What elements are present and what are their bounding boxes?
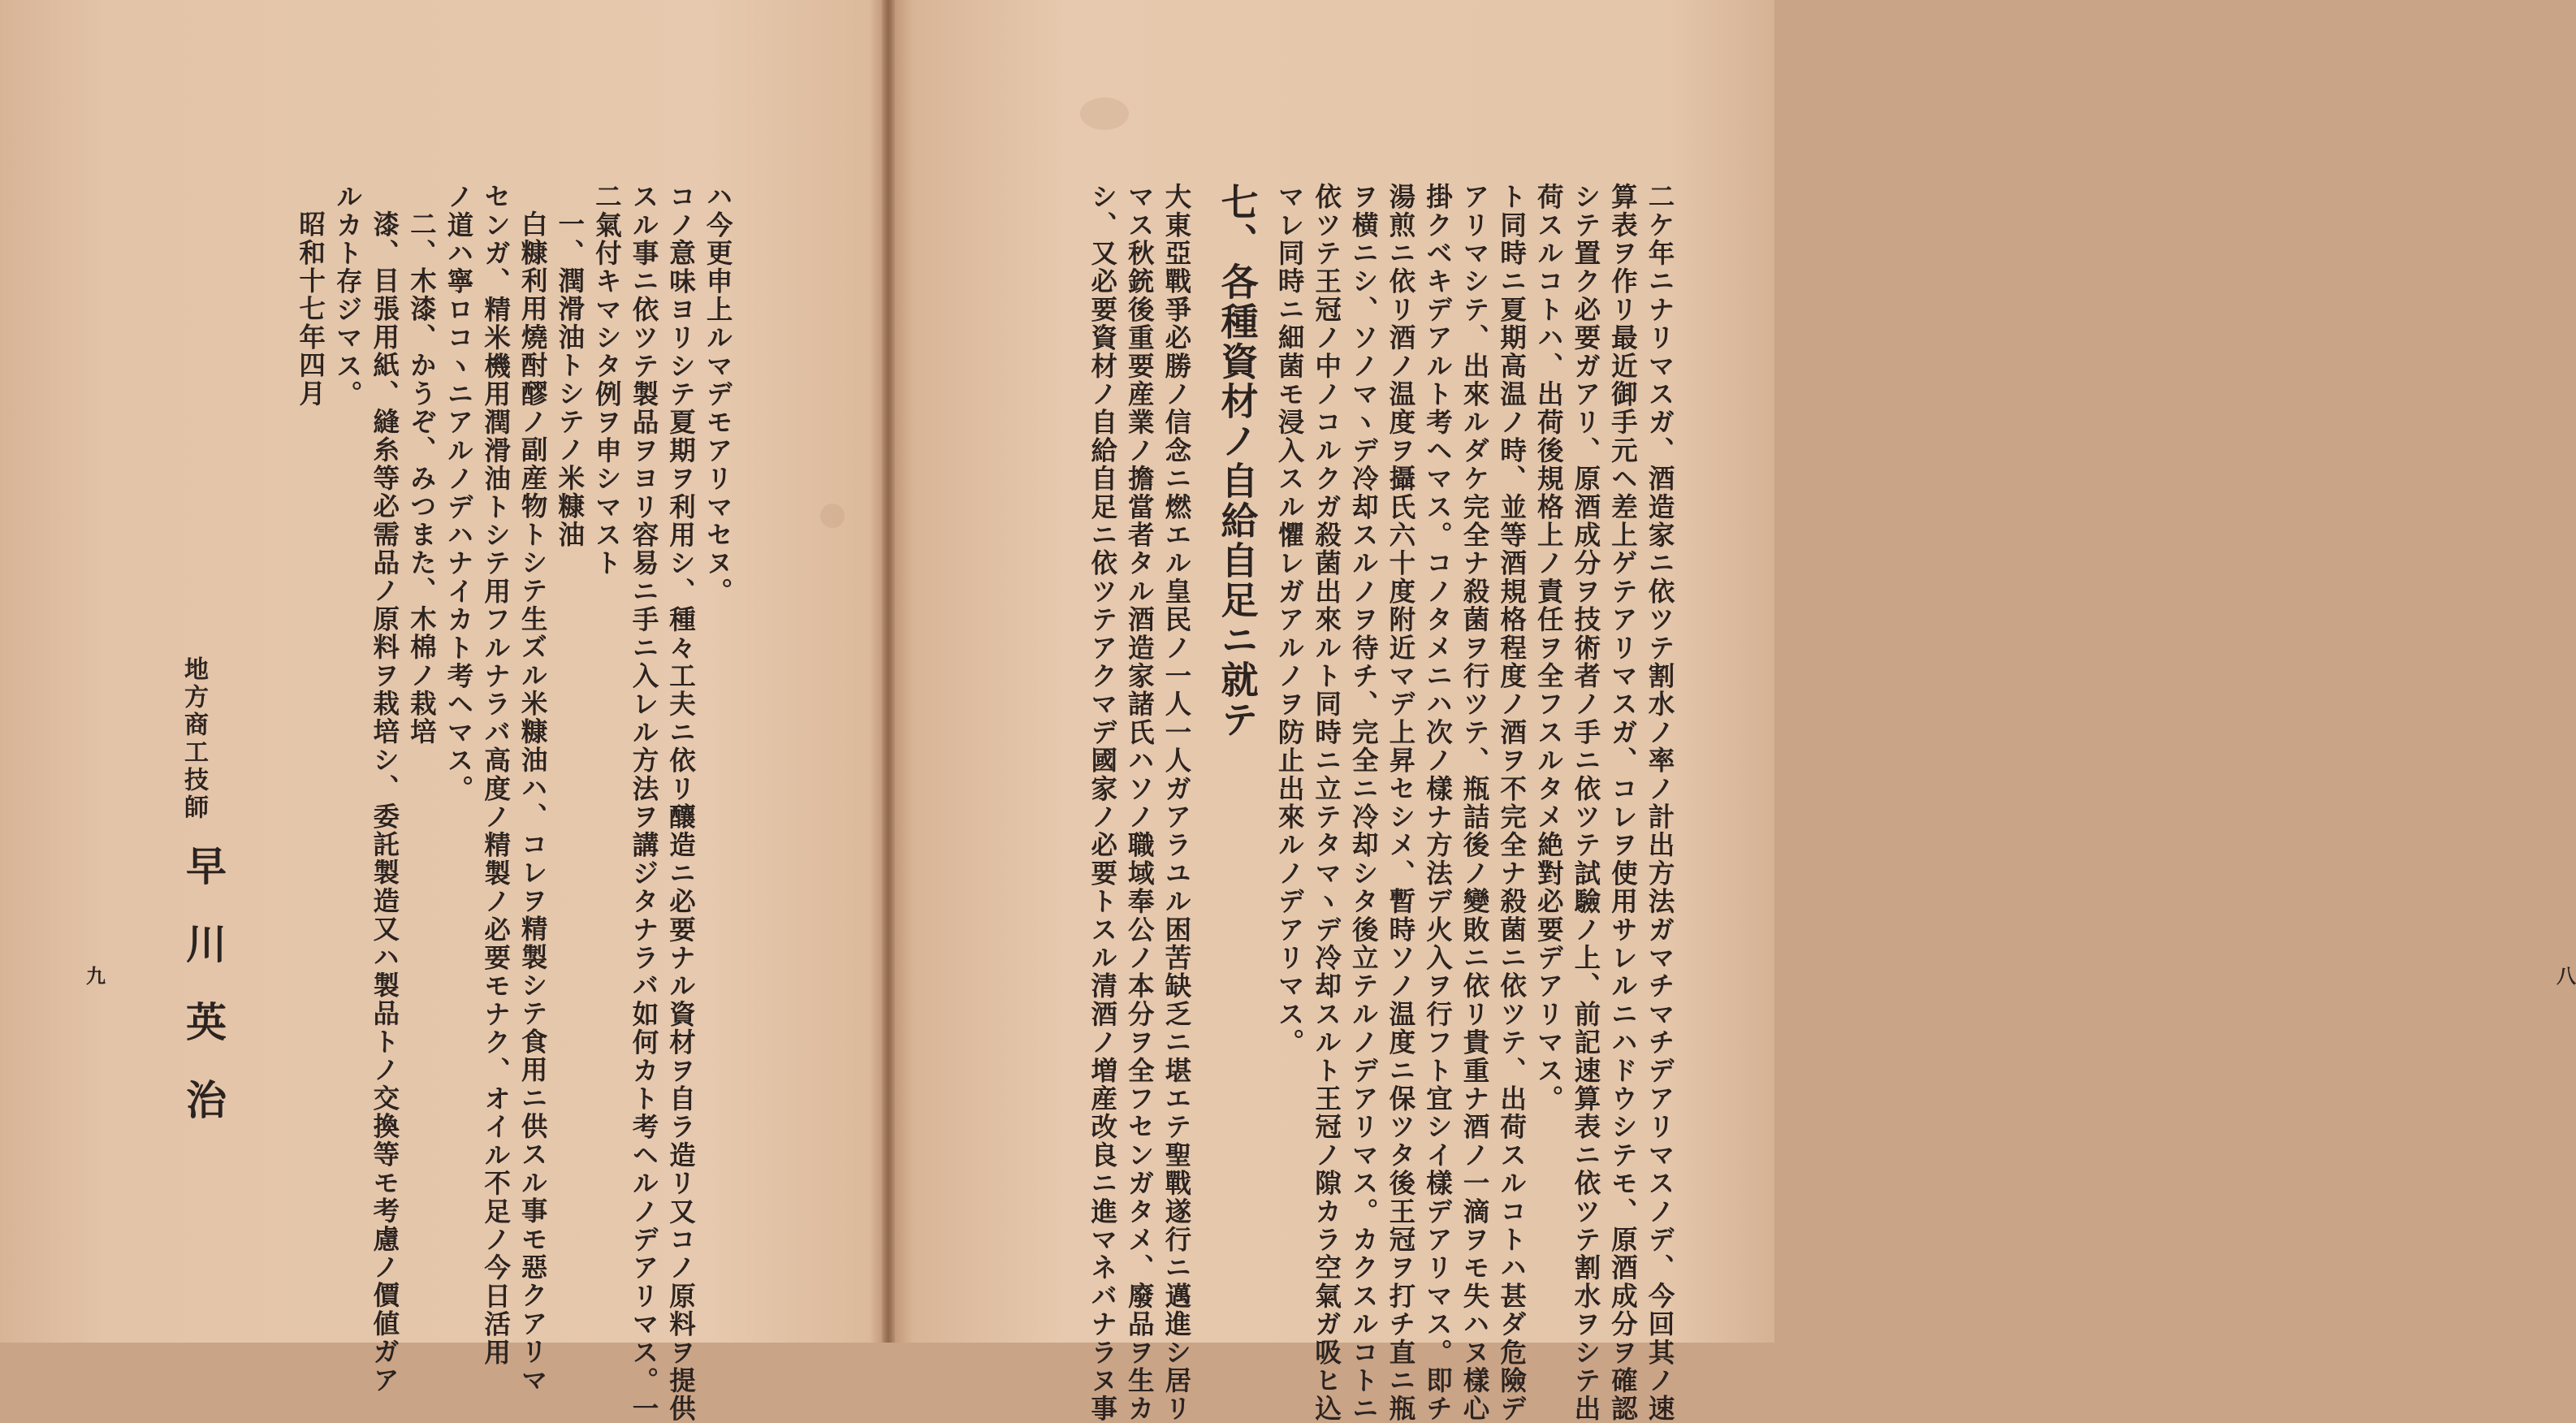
subsection-heading: 二、木漆、かうぞ、みつまた、木棉ノ栽培	[406, 210, 439, 746]
text-column: 二氣付キマシタ例ヲ申シマスト	[591, 183, 624, 577]
text-column: 掛クベキデアルト考ヘマス。コノタメニハ次ノ樣ナ方法デ火入ヲ行フト宜シイ樣デアリマス。即チ	[1422, 183, 1454, 1423]
text-column: シ、又必要資材ノ自給自足ニ依ツテアクマデ國家ノ必要トスル清酒ノ増産改良ニ進マネバナラヌ事	[1087, 183, 1119, 1423]
page-number: 八	[2557, 964, 2576, 988]
text-column: コノ意味ヨリシテ夏期ヲ利用シ、種々工夫ニ依リ釀造ニ必要ナル資材ヲ自ラ造リ又コノ原料ヲ提供	[665, 183, 698, 1423]
section-heading: 七、各種資材ノ自給自足ニ就テ	[1215, 183, 1260, 740]
text-column: ヲ横ニシ、ソノマヽデ冷却スルノヲ待チ、完全ニ冷却シタ後立テルノデアリマス。カクスルコトニ	[1348, 183, 1381, 1423]
text-column: ト同時ニ夏期高温ノ時、並等酒規格程度ノ酒ヲ不完全ナ殺菌ニ依ツテ、出荷スルコトハ甚ダ危險デ	[1496, 183, 1528, 1423]
text-column: センガ、精米機用潤滑油トシテ用フルナラバ高度ノ精製ノ必要モナク、オイル不足ノ今日活用	[480, 183, 512, 1367]
date-line: 昭和十七年四月	[295, 210, 327, 408]
text-column: マス秋銃後重要産業ノ擔當者タル酒造家諸氏ハソノ職域奉公ノ本分ヲ全フセンガタメ、廢品ヲ生カ	[1124, 183, 1156, 1423]
text-column: ノ道ハ寧ロコヽニアルノデハナイカト考ヘマス。	[443, 183, 475, 803]
author-name: 早川英治	[179, 845, 227, 1157]
text-column: 大東亞戰爭必勝ノ信念ニ燃エル皇民ノ一人一人ガアラユル困苦缺乏ニ堪エテ聖戰遂行ニ邁進シ居リ	[1160, 183, 1193, 1423]
text-column: 荷スルコトハ、出荷後規格上ノ責任ヲ全フスルタメ絶對必要デアリマス。	[1533, 183, 1566, 1114]
text-column: 白糠利用燒酎醪ノ副産物トシテ生ズル米糠油ハ、コレヲ精製シテ食用ニ供スル事モ惡クアリマ	[517, 210, 550, 1395]
right-page-body	[1084, 183, 1679, 1423]
text-column: 算表ヲ作リ最近御手元ヘ差上ゲテアリマスガ、コレヲ使用サレルニハドウシテモ、原酒成分ヲ確認	[1607, 183, 1640, 1423]
text-column: シテ置ク必要ガアリ、原酒成分ヲ技術者ノ手ニ依ツテ試驗ノ上、前記速算表ニ依ツテ割水ヲシテ出	[1570, 183, 1602, 1423]
author-title: 地方商工技師	[179, 656, 208, 822]
text-column: 二ケ年ニナリマスガ、酒造家ニ依ツテ割水ノ率ノ計出方法ガマチマチデアリマスノデ、今回其ノ速	[1645, 183, 1676, 1423]
text-column: ルカト存ジマス。	[332, 183, 365, 409]
text-column: マレ同時ニ細菌モ浸入スル懼レガアルノヲ防止出來ルノデアリマス。	[1274, 183, 1307, 1057]
subsection-heading: 一、潤滑油トシテノ米糠油	[554, 210, 586, 549]
text-column: ハ今更申上ルマデモアリマセヌ。	[702, 183, 735, 606]
text-column: 漆、目張用紙、縫糸等必需品ノ原料ヲ栽培シ、委託製造又ハ製品トノ交換等モ考慮ノ價値ガア	[369, 210, 401, 1395]
text-column: アリマシテ、出來ルダケ完全ナ殺菌ヲ行ツテ、瓶詰後ノ變敗ニ依リ貴重ナ酒ノ一滴ヲモ失ハヌ樣心	[1459, 183, 1492, 1423]
text-column: 依ツテ王冠ノ中ノコルクガ殺菌出來ルト同時ニ立テタマヽデ冷却スルト王冠ノ隙カラ空氣ガ吸ヒ込	[1311, 183, 1343, 1423]
page-number: 九	[86, 964, 106, 988]
left-page-body	[244, 183, 737, 1423]
text-column: スル事ニ依ツテ製品ヲヨリ容易ニ手ニ入レル方法ヲ講ジタナラバ如何カト考ヘルノデアリマス。一	[628, 183, 660, 1423]
text-column: 湯煎ニ依リ酒ノ温度ヲ攝氏六十度附近マデ上昇セシメ、暫時ソノ温度ニ保ツタ後王冠ヲ打チ直ニ瓶	[1385, 183, 1417, 1423]
